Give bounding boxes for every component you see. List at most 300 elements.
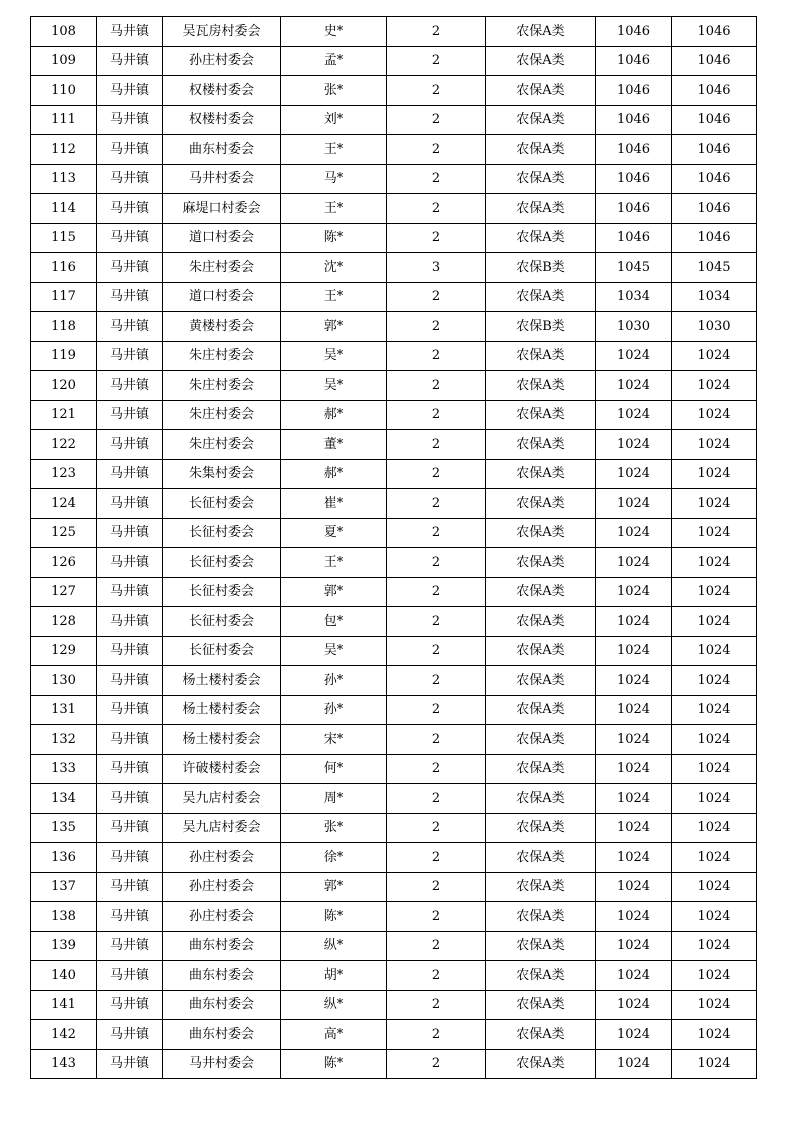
- cell-category: 农保A类: [486, 17, 596, 47]
- cell-category: 农保A类: [486, 518, 596, 548]
- table-row: [31, 223, 757, 253]
- cell-total: 1046: [672, 17, 757, 47]
- cell-category: 农保A类: [486, 1020, 596, 1050]
- table-row: [31, 430, 757, 460]
- cell-name: 孟*: [281, 46, 387, 76]
- cell-village: 长征村委会: [163, 577, 281, 607]
- cell-amount: 1024: [596, 518, 672, 548]
- cell-village: 孙庄村委会: [163, 46, 281, 76]
- cell-amount: 1024: [596, 489, 672, 519]
- cell-town: 马井镇: [97, 371, 163, 401]
- cell-index: 142: [31, 1020, 97, 1050]
- cell-town: 马井镇: [97, 17, 163, 47]
- cell-count: 2: [387, 607, 486, 637]
- cell-index: 109: [31, 46, 97, 76]
- cell-index: 135: [31, 813, 97, 843]
- table-row: [31, 518, 757, 548]
- table-row: [31, 312, 757, 342]
- table-row: [31, 990, 757, 1020]
- cell-index: 143: [31, 1049, 97, 1079]
- cell-town: 马井镇: [97, 489, 163, 519]
- table-row: [31, 371, 757, 401]
- cell-name: 吴*: [281, 371, 387, 401]
- cell-village: 朱庄村委会: [163, 253, 281, 283]
- cell-index: 128: [31, 607, 97, 637]
- table-row: [31, 253, 757, 283]
- table-row: [31, 1049, 757, 1079]
- cell-total: 1046: [672, 135, 757, 165]
- cell-total: 1024: [672, 371, 757, 401]
- cell-name: 孙*: [281, 695, 387, 725]
- table-row: [31, 784, 757, 814]
- cell-name: 崔*: [281, 489, 387, 519]
- cell-town: 马井镇: [97, 518, 163, 548]
- cell-category: 农保A类: [486, 902, 596, 932]
- cell-amount: 1024: [596, 813, 672, 843]
- cell-name: 郭*: [281, 312, 387, 342]
- cell-town: 马井镇: [97, 990, 163, 1020]
- cell-index: 131: [31, 695, 97, 725]
- cell-index: 121: [31, 400, 97, 430]
- cell-category: 农保A类: [486, 164, 596, 194]
- cell-name: 吴*: [281, 341, 387, 371]
- cell-town: 马井镇: [97, 105, 163, 135]
- cell-count: 2: [387, 813, 486, 843]
- cell-village: 道口村委会: [163, 223, 281, 253]
- cell-amount: 1046: [596, 105, 672, 135]
- cell-category: 农保A类: [486, 990, 596, 1020]
- cell-count: 2: [387, 754, 486, 784]
- table-row: [31, 400, 757, 430]
- cell-index: 130: [31, 666, 97, 696]
- cell-name: 王*: [281, 194, 387, 224]
- cell-amount: 1045: [596, 253, 672, 283]
- cell-index: 125: [31, 518, 97, 548]
- cell-category: 农保A类: [486, 489, 596, 519]
- cell-town: 马井镇: [97, 695, 163, 725]
- cell-town: 马井镇: [97, 1020, 163, 1050]
- cell-total: 1024: [672, 577, 757, 607]
- cell-count: 3: [387, 253, 486, 283]
- cell-name: 孙*: [281, 666, 387, 696]
- cell-category: 农保A类: [486, 105, 596, 135]
- cell-count: 2: [387, 282, 486, 312]
- cell-index: 132: [31, 725, 97, 755]
- cell-village: 长征村委会: [163, 607, 281, 637]
- cell-count: 2: [387, 400, 486, 430]
- cell-town: 马井镇: [97, 636, 163, 666]
- cell-count: 2: [387, 695, 486, 725]
- cell-town: 马井镇: [97, 754, 163, 784]
- cell-category: 农保B类: [486, 312, 596, 342]
- cell-village: 杨土楼村委会: [163, 725, 281, 755]
- table-row: [31, 902, 757, 932]
- cell-index: 136: [31, 843, 97, 873]
- cell-count: 2: [387, 459, 486, 489]
- cell-name: 宋*: [281, 725, 387, 755]
- cell-amount: 1024: [596, 1020, 672, 1050]
- cell-total: 1024: [672, 636, 757, 666]
- cell-town: 马井镇: [97, 135, 163, 165]
- cell-village: 麻堤口村委会: [163, 194, 281, 224]
- cell-name: 陈*: [281, 223, 387, 253]
- cell-village: 长征村委会: [163, 548, 281, 578]
- cell-town: 马井镇: [97, 607, 163, 637]
- cell-total: 1024: [672, 489, 757, 519]
- cell-town: 马井镇: [97, 400, 163, 430]
- table-row: [31, 105, 757, 135]
- cell-village: 孙庄村委会: [163, 872, 281, 902]
- cell-count: 2: [387, 341, 486, 371]
- table-row: [31, 813, 757, 843]
- cell-total: 1045: [672, 253, 757, 283]
- cell-village: 杨土楼村委会: [163, 695, 281, 725]
- cell-amount: 1024: [596, 636, 672, 666]
- cell-index: 118: [31, 312, 97, 342]
- cell-name: 周*: [281, 784, 387, 814]
- cell-amount: 1024: [596, 459, 672, 489]
- cell-category: 农保A类: [486, 282, 596, 312]
- cell-total: 1034: [672, 282, 757, 312]
- cell-name: 张*: [281, 813, 387, 843]
- cell-amount: 1024: [596, 754, 672, 784]
- cell-village: 长征村委会: [163, 636, 281, 666]
- cell-amount: 1024: [596, 341, 672, 371]
- cell-count: 2: [387, 489, 486, 519]
- cell-town: 马井镇: [97, 164, 163, 194]
- cell-amount: 1024: [596, 607, 672, 637]
- cell-amount: 1046: [596, 76, 672, 106]
- cell-town: 马井镇: [97, 931, 163, 961]
- cell-village: 曲东村委会: [163, 961, 281, 991]
- table-row: [31, 577, 757, 607]
- cell-count: 2: [387, 518, 486, 548]
- cell-total: 1024: [672, 931, 757, 961]
- cell-index: 129: [31, 636, 97, 666]
- cell-category: 农保A类: [486, 695, 596, 725]
- cell-town: 马井镇: [97, 459, 163, 489]
- cell-village: 朱庄村委会: [163, 371, 281, 401]
- cell-index: 111: [31, 105, 97, 135]
- cell-count: 2: [387, 223, 486, 253]
- cell-amount: 1024: [596, 990, 672, 1020]
- cell-town: 马井镇: [97, 194, 163, 224]
- cell-name: 陈*: [281, 902, 387, 932]
- cell-total: 1024: [672, 548, 757, 578]
- cell-category: 农保A类: [486, 371, 596, 401]
- cell-index: 137: [31, 872, 97, 902]
- cell-town: 马井镇: [97, 577, 163, 607]
- cell-index: 126: [31, 548, 97, 578]
- cell-town: 马井镇: [97, 46, 163, 76]
- cell-count: 2: [387, 135, 486, 165]
- table-row: [31, 1020, 757, 1050]
- cell-town: 马井镇: [97, 725, 163, 755]
- cell-name: 王*: [281, 548, 387, 578]
- cell-category: 农保A类: [486, 725, 596, 755]
- cell-index: 114: [31, 194, 97, 224]
- cell-total: 1024: [672, 607, 757, 637]
- cell-amount: 1024: [596, 400, 672, 430]
- cell-village: 曲东村委会: [163, 135, 281, 165]
- cell-village: 吴九店村委会: [163, 813, 281, 843]
- cell-category: 农保A类: [486, 666, 596, 696]
- cell-category: 农保A类: [486, 459, 596, 489]
- cell-town: 马井镇: [97, 872, 163, 902]
- cell-village: 长征村委会: [163, 518, 281, 548]
- cell-town: 马井镇: [97, 961, 163, 991]
- cell-amount: 1024: [596, 931, 672, 961]
- cell-category: 农保A类: [486, 784, 596, 814]
- cell-count: 2: [387, 164, 486, 194]
- cell-total: 1024: [672, 902, 757, 932]
- cell-total: 1024: [672, 430, 757, 460]
- cell-village: 马井村委会: [163, 164, 281, 194]
- cell-town: 马井镇: [97, 902, 163, 932]
- table-row: [31, 843, 757, 873]
- cell-category: 农保B类: [486, 253, 596, 283]
- cell-town: 马井镇: [97, 282, 163, 312]
- cell-amount: 1046: [596, 164, 672, 194]
- cell-category: 农保A类: [486, 400, 596, 430]
- cell-name: 郭*: [281, 577, 387, 607]
- cell-name: 纵*: [281, 931, 387, 961]
- table-body: [31, 17, 757, 1079]
- cell-total: 1046: [672, 223, 757, 253]
- cell-name: 高*: [281, 1020, 387, 1050]
- cell-name: 沈*: [281, 253, 387, 283]
- cell-village: 孙庄村委会: [163, 902, 281, 932]
- cell-name: 郝*: [281, 400, 387, 430]
- cell-village: 吴九店村委会: [163, 784, 281, 814]
- cell-category: 农保A类: [486, 194, 596, 224]
- table-row: [31, 17, 757, 47]
- cell-town: 马井镇: [97, 843, 163, 873]
- cell-index: 116: [31, 253, 97, 283]
- cell-amount: 1024: [596, 371, 672, 401]
- cell-count: 2: [387, 784, 486, 814]
- table-row: [31, 76, 757, 106]
- cell-index: 134: [31, 784, 97, 814]
- cell-total: 1024: [672, 813, 757, 843]
- table-row: [31, 341, 757, 371]
- cell-name: 董*: [281, 430, 387, 460]
- cell-total: 1024: [672, 695, 757, 725]
- cell-count: 2: [387, 636, 486, 666]
- cell-category: 农保A类: [486, 813, 596, 843]
- table-row: [31, 961, 757, 991]
- cell-village: 杨土楼村委会: [163, 666, 281, 696]
- cell-name: 吴*: [281, 636, 387, 666]
- cell-name: 王*: [281, 282, 387, 312]
- cell-category: 农保A类: [486, 46, 596, 76]
- cell-village: 朱庄村委会: [163, 341, 281, 371]
- cell-count: 2: [387, 76, 486, 106]
- table-row: [31, 548, 757, 578]
- cell-category: 农保A类: [486, 577, 596, 607]
- cell-amount: 1046: [596, 135, 672, 165]
- table-row: [31, 607, 757, 637]
- cell-total: 1030: [672, 312, 757, 342]
- cell-index: 112: [31, 135, 97, 165]
- cell-amount: 1024: [596, 784, 672, 814]
- cell-village: 朱集村委会: [163, 459, 281, 489]
- cell-town: 马井镇: [97, 223, 163, 253]
- cell-total: 1024: [672, 1049, 757, 1079]
- table-row: [31, 459, 757, 489]
- cell-index: 141: [31, 990, 97, 1020]
- cell-name: 陈*: [281, 1049, 387, 1079]
- table-row: [31, 194, 757, 224]
- cell-total: 1024: [672, 666, 757, 696]
- cell-village: 权楼村委会: [163, 105, 281, 135]
- cell-town: 马井镇: [97, 1049, 163, 1079]
- table-row: [31, 636, 757, 666]
- cell-amount: 1024: [596, 872, 672, 902]
- cell-count: 2: [387, 46, 486, 76]
- cell-category: 农保A类: [486, 135, 596, 165]
- cell-amount: 1024: [596, 843, 672, 873]
- cell-total: 1024: [672, 754, 757, 784]
- cell-count: 2: [387, 990, 486, 1020]
- cell-name: 郭*: [281, 872, 387, 902]
- cell-amount: 1024: [596, 725, 672, 755]
- cell-index: 120: [31, 371, 97, 401]
- cell-index: 124: [31, 489, 97, 519]
- cell-count: 2: [387, 577, 486, 607]
- cell-index: 122: [31, 430, 97, 460]
- cell-total: 1024: [672, 1020, 757, 1050]
- cell-category: 农保A类: [486, 754, 596, 784]
- cell-total: 1024: [672, 843, 757, 873]
- table-row: [31, 164, 757, 194]
- cell-name: 史*: [281, 17, 387, 47]
- cell-amount: 1024: [596, 695, 672, 725]
- cell-town: 马井镇: [97, 430, 163, 460]
- subsidy-table: [30, 16, 757, 1079]
- cell-village: 黄楼村委会: [163, 312, 281, 342]
- table-row: [31, 666, 757, 696]
- cell-town: 马井镇: [97, 341, 163, 371]
- cell-index: 117: [31, 282, 97, 312]
- cell-amount: 1024: [596, 1049, 672, 1079]
- cell-total: 1046: [672, 105, 757, 135]
- cell-count: 2: [387, 430, 486, 460]
- cell-total: 1024: [672, 459, 757, 489]
- cell-village: 道口村委会: [163, 282, 281, 312]
- cell-village: 曲东村委会: [163, 990, 281, 1020]
- cell-village: 吴瓦房村委会: [163, 17, 281, 47]
- cell-amount: 1046: [596, 223, 672, 253]
- cell-village: 权楼村委会: [163, 76, 281, 106]
- cell-amount: 1046: [596, 17, 672, 47]
- table-row: [31, 872, 757, 902]
- cell-village: 朱庄村委会: [163, 430, 281, 460]
- cell-total: 1024: [672, 990, 757, 1020]
- cell-index: 139: [31, 931, 97, 961]
- cell-index: 127: [31, 577, 97, 607]
- cell-amount: 1046: [596, 194, 672, 224]
- cell-amount: 1024: [596, 902, 672, 932]
- cell-count: 2: [387, 312, 486, 342]
- cell-count: 2: [387, 548, 486, 578]
- cell-name: 马*: [281, 164, 387, 194]
- cell-index: 140: [31, 961, 97, 991]
- cell-town: 马井镇: [97, 813, 163, 843]
- cell-count: 2: [387, 194, 486, 224]
- cell-index: 110: [31, 76, 97, 106]
- table-row: [31, 46, 757, 76]
- cell-name: 何*: [281, 754, 387, 784]
- cell-category: 农保A类: [486, 76, 596, 106]
- cell-category: 农保A类: [486, 607, 596, 637]
- cell-count: 2: [387, 961, 486, 991]
- cell-index: 133: [31, 754, 97, 784]
- cell-category: 农保A类: [486, 341, 596, 371]
- cell-total: 1024: [672, 725, 757, 755]
- cell-category: 农保A类: [486, 548, 596, 578]
- cell-count: 2: [387, 872, 486, 902]
- cell-count: 2: [387, 17, 486, 47]
- cell-town: 马井镇: [97, 312, 163, 342]
- cell-count: 2: [387, 105, 486, 135]
- cell-category: 农保A类: [486, 430, 596, 460]
- cell-count: 2: [387, 1049, 486, 1079]
- cell-total: 1046: [672, 46, 757, 76]
- cell-index: 113: [31, 164, 97, 194]
- cell-index: 138: [31, 902, 97, 932]
- cell-total: 1024: [672, 518, 757, 548]
- cell-name: 王*: [281, 135, 387, 165]
- table-row: [31, 725, 757, 755]
- cell-name: 纵*: [281, 990, 387, 1020]
- cell-amount: 1024: [596, 548, 672, 578]
- cell-amount: 1024: [596, 961, 672, 991]
- cell-index: 108: [31, 17, 97, 47]
- cell-count: 2: [387, 931, 486, 961]
- cell-town: 马井镇: [97, 666, 163, 696]
- cell-index: 123: [31, 459, 97, 489]
- cell-village: 长征村委会: [163, 489, 281, 519]
- cell-name: 包*: [281, 607, 387, 637]
- cell-index: 119: [31, 341, 97, 371]
- cell-amount: 1030: [596, 312, 672, 342]
- cell-amount: 1024: [596, 577, 672, 607]
- cell-total: 1046: [672, 164, 757, 194]
- cell-town: 马井镇: [97, 76, 163, 106]
- cell-amount: 1046: [596, 46, 672, 76]
- table-row: [31, 695, 757, 725]
- cell-name: 张*: [281, 76, 387, 106]
- cell-amount: 1024: [596, 666, 672, 696]
- cell-town: 马井镇: [97, 548, 163, 578]
- cell-town: 马井镇: [97, 253, 163, 283]
- cell-index: 115: [31, 223, 97, 253]
- cell-village: 马井村委会: [163, 1049, 281, 1079]
- cell-village: 曲东村委会: [163, 1020, 281, 1050]
- cell-total: 1024: [672, 872, 757, 902]
- cell-town: 马井镇: [97, 784, 163, 814]
- cell-category: 农保A类: [486, 1049, 596, 1079]
- cell-total: 1024: [672, 784, 757, 814]
- table-row: [31, 489, 757, 519]
- cell-count: 2: [387, 1020, 486, 1050]
- cell-total: 1046: [672, 76, 757, 106]
- cell-total: 1046: [672, 194, 757, 224]
- cell-category: 农保A类: [486, 636, 596, 666]
- table-row: [31, 754, 757, 784]
- cell-name: 郝*: [281, 459, 387, 489]
